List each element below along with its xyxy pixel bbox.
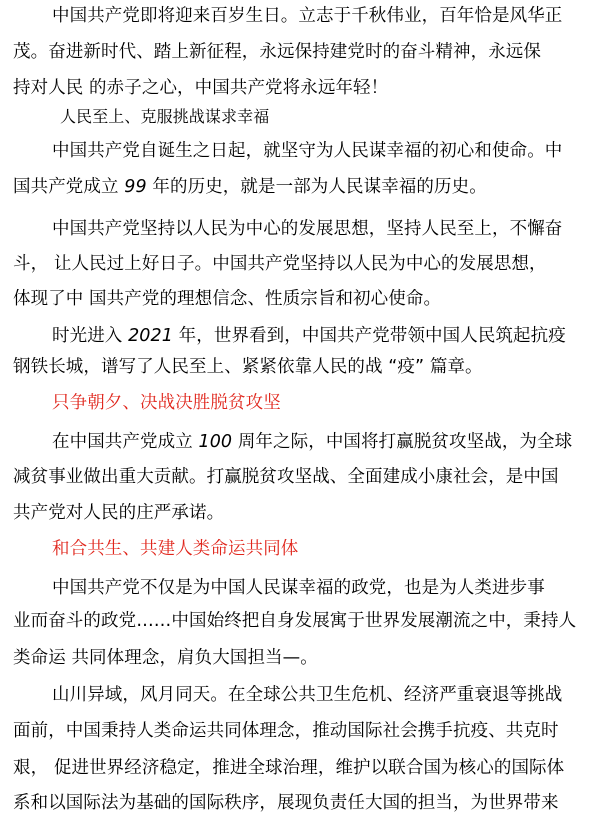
paragraph-line: 业而奋斗的政党……中国始终把自身发展寓于世界发展潮流之中，秉持人 [13, 611, 577, 631]
paragraph-line: 体现了中 国共产党的理想信念、性质宗旨和初心使命。 [13, 289, 442, 309]
paragraph-line: 中国共产党自诞生之日起，就坚守为人民谋幸福的初心和使命。中 [52, 141, 563, 161]
paragraph-line: 中国共产党坚持以人民为中心的发展思想，坚持人民至上，不懈奋 [52, 219, 563, 239]
paragraph-line: 山川异域，风月同天。在全球公共卫生危机、经济严重衰退等挑战 [52, 685, 563, 705]
text-run: 周年之际，中国将打赢脱贫攻坚战，为全球 [232, 432, 573, 452]
paragraph-line: 斗， 让人民过上好日子。中国共产党坚持以人民为中心的发展思想， [13, 254, 547, 274]
section-heading: 人民至上、克服挑战谋求幸福 [60, 107, 270, 126]
text-run: 年的历史，就是一部为人民谋幸福的历史。 [146, 177, 487, 197]
paragraph-line [0, 324, 593, 348]
paragraph-line: 茂。奋进新时代、踏上新征程，永远保持建党时的奋斗精神，永远保 [13, 42, 541, 62]
paragraph-line: 面前，中国秉持人类命运共同体理念，推动国际社会携手抗疫、共克时 [13, 721, 559, 741]
text-run: 年，世界看到，中国共产党带领中国人民筑起抗疫 [173, 326, 566, 346]
text-run: 时光进入 [52, 326, 129, 346]
paragraph-line: 共产党对人民的庄严承诺。 [13, 503, 225, 523]
number-run: 99 [124, 177, 147, 197]
paragraph-line: 钢铁长城，谱写了人民至上、紧紧依靠人民的战 “疫” 篇章。 [13, 357, 483, 377]
section-heading-red: 和合共生、共建人类命运共同体 [52, 539, 299, 559]
number-run: 100 [198, 432, 233, 452]
text-run: 国共产党成立 [13, 177, 125, 197]
paragraph-line: 持对人民 的赤子之心，中国共产党将永远年轻！ [13, 78, 389, 98]
paragraph-line [0, 175, 593, 199]
paragraph-line: 类命运 共同体理念，肩负大国担当—。 [13, 648, 318, 668]
paragraph-line: 中国共产党即将迎来百岁生日。立志于千秋伟业，百年恰是风华正 [52, 6, 563, 26]
section-heading-red: 只争朝夕、决战决胜脱贫攻坚 [52, 393, 281, 413]
number-run: 2021 [128, 326, 173, 346]
paragraph-line: 系和以国际法为基础的国际秩序，展现负责任大国的担当，为世界带来 [13, 793, 559, 813]
paragraph-line: 艰， 促进世界经济稳定，推进全球治理，维护以联合国为核心的国际体 [13, 758, 565, 778]
text-run: 在中国共产党成立 [52, 432, 199, 452]
paragraph-line: 减贫事业做出重大贡献。打赢脱贫攻坚战、全面建成小康社会，是中国 [13, 467, 559, 487]
paragraph-line [0, 430, 593, 454]
paragraph-line: 中国共产党不仅是为中国人民谋幸福的政党，也是为人类进步事 [52, 578, 545, 598]
